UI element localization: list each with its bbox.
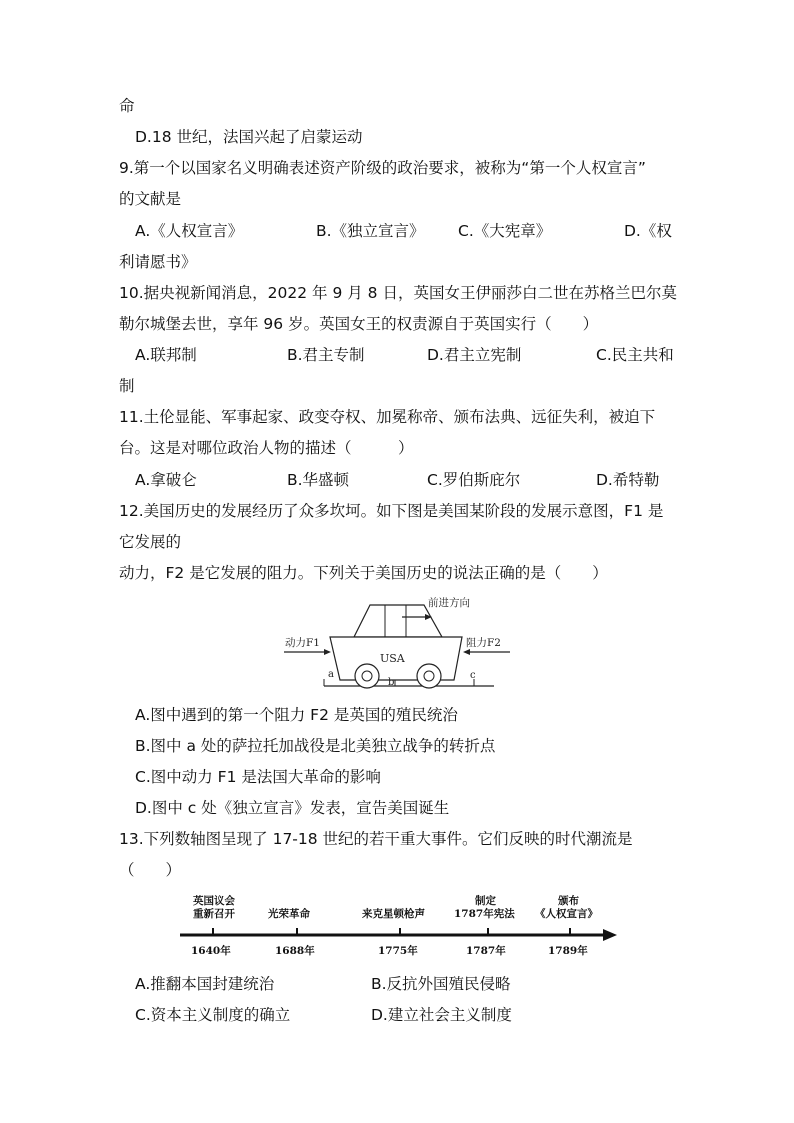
year-1688: 1688年 [275, 945, 315, 957]
question-11-stem-cont: 台。这是对哪位政治人物的描述（ ） [119, 439, 414, 457]
question-9-stem: 9.第一个以国家名义明确表述资产阶级的政治要求，被称为“第一个人权宣言” [119, 159, 646, 177]
question-12-stem-cont2: 动力，F2 是它发展的阻力。下列关于美国历史的说法正确的是（ ） [119, 564, 608, 582]
force-f2-label: 阻力F2 [466, 637, 501, 649]
q9-option-c: C.《大宪章》 [458, 222, 552, 240]
q13-option-b: B.反抗外国殖民侵略 [371, 975, 511, 993]
point-b-label: b [388, 677, 395, 688]
year-1789: 1789年 [548, 945, 588, 957]
q12-option-b: B.图中 a 处的萨拉托加战役是北美独立战争的转折点 [135, 737, 496, 755]
usa-development-diagram [282, 592, 512, 692]
event-1-label-top: 英国议会 [193, 895, 235, 907]
question-10-stem-cont: 勒尔城堡去世，享年 96 岁。英国女王的权责源自于英国实行（ ） [119, 315, 599, 333]
event-3-label: 来克星顿枪声 [362, 908, 425, 920]
q10-option-a: A.联邦制 [135, 346, 197, 364]
question-13-stem: 13.下列数轴图呈现了 17-18 世纪的若干重大事件。它们反映的时代潮流是 [119, 830, 633, 848]
q12-option-c: C.图中动力 F1 是法国大革命的影响 [135, 768, 381, 786]
question-12-stem-cont: 它发展的 [119, 533, 182, 551]
q11-option-a: A.拿破仑 [135, 471, 197, 489]
q13-option-d: D.建立社会主义制度 [371, 1006, 512, 1024]
car-body-label: USA [380, 652, 405, 665]
q10-option-c: C.民主共和 [596, 346, 674, 364]
question-11-stem: 11.土伦显能、军事起家、政变夺权、加冕称帝、颁布法典、远征失利，被迫下 [119, 408, 656, 426]
year-1787: 1787年 [466, 945, 506, 957]
year-1640: 1640年 [191, 945, 231, 957]
event-1-label-bottom: 重新召开 [193, 908, 235, 920]
q10-option-d: D.君主立宪制 [427, 346, 522, 364]
event-4-label-top: 制定 [475, 895, 496, 907]
year-1775: 1775年 [378, 945, 418, 957]
q12-option-d: D.图中 c 处《独立宣言》发表，宣告美国诞生 [135, 799, 450, 817]
q10-option-b: B.君主专制 [287, 346, 365, 364]
q9-option-b: B.《独立宣言》 [316, 222, 425, 240]
q10-option-c-cont: 制 [119, 377, 135, 395]
question-10-stem: 10.据央视新闻消息，2022 年 9 月 8 日，英国女王伊丽莎白二世在苏格兰巴尔莫 [119, 284, 677, 302]
event-5-label-top: 颁布 [558, 895, 579, 907]
point-c-label: c [470, 670, 476, 681]
point-a-label: a [328, 669, 334, 680]
timeline-diagram [175, 890, 620, 960]
q13-option-c: C.资本主义制度的确立 [135, 1006, 291, 1024]
option-d-prev: D.18 世纪，法国兴起了启蒙运动 [135, 128, 363, 146]
q9-option-d-cont: 利请愿书》 [119, 253, 197, 271]
force-f1-label: 动力F1 [285, 637, 320, 649]
question-13-stem-cont: （ ） [119, 861, 182, 879]
q13-option-a: A.推翻本国封建统治 [135, 975, 275, 993]
event-4-label-bottom: 1787年宪法 [454, 908, 515, 920]
q9-option-d: D.《权 [624, 222, 672, 240]
event-2-label: 光荣革命 [268, 908, 310, 920]
q9-option-a: A.《人权宣言》 [135, 222, 244, 240]
direction-label: 前进方向 [428, 597, 470, 609]
q12-option-a: A.图中遇到的第一个阻力 F2 是英国的殖民统治 [135, 706, 458, 724]
question-12-stem: 12.美国历史的发展经历了众多坎坷。如下图是美国某阶段的发展示意图，F1 是 [119, 502, 664, 520]
question-9-stem-cont: 的文献是 [119, 190, 182, 208]
event-5-label-bottom: 《人权宣言》 [535, 908, 598, 920]
q11-option-b: B.华盛顿 [287, 471, 350, 489]
q11-option-d: D.希特勒 [596, 471, 660, 489]
q11-option-c: C.罗伯斯庇尔 [427, 471, 521, 489]
text-line: 命 [119, 97, 135, 115]
